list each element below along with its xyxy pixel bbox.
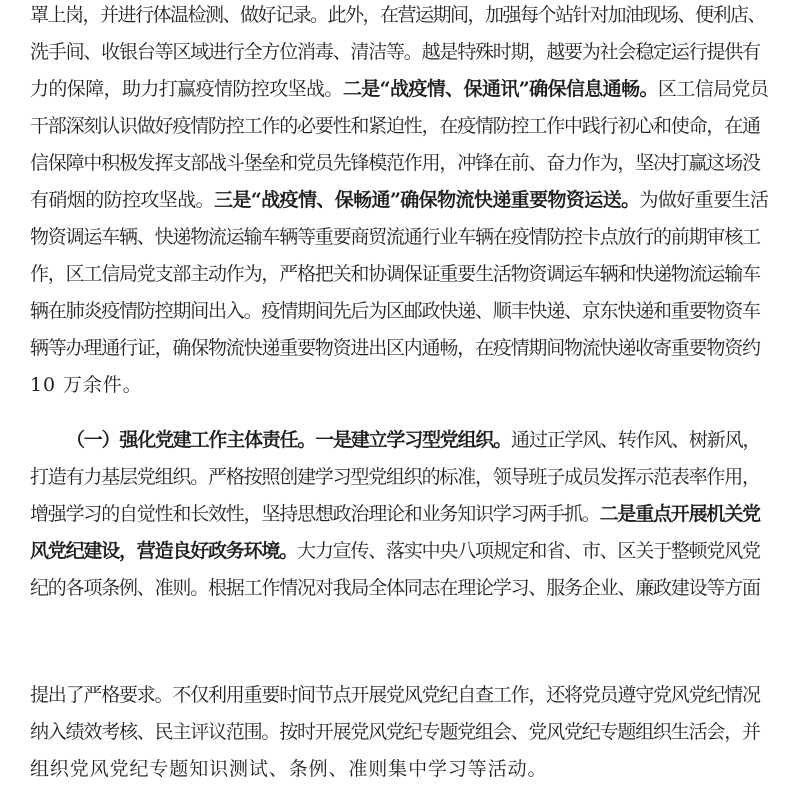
text-run: 纪的各项条例、准则。根据工作情况对我局全体同志在理论学习、服务企业、廉政建设等方面 bbox=[30, 577, 760, 599]
text-run: 为做好重要生活 bbox=[639, 189, 769, 211]
text-line bbox=[30, 719, 760, 745]
text-line bbox=[30, 39, 760, 65]
text-run: 信保障中积极发挥支部战斗堡垒和党员先锋模范作用，冲锋在前、奋力作为，坚决打赢这场没 bbox=[30, 152, 760, 174]
text-line bbox=[30, 682, 760, 708]
bold-heading: 二是“战疫情、保通讯”确保信息通畅。 bbox=[342, 78, 658, 100]
text-run: 纳入绩效考核、民主评议范围。按时开展党风党纪专题党组会、党风党纪专题组织生活会，并 bbox=[30, 721, 760, 743]
text-line bbox=[30, 575, 760, 601]
text-line bbox=[30, 150, 760, 176]
text-run: 10 万余件。 bbox=[30, 374, 143, 396]
text-run: 作，区工信局党支部主动作为，严格把关和协调保证重要生活物资调运车辆和快递物流运输车 bbox=[30, 263, 760, 285]
text-line bbox=[30, 298, 760, 324]
text-line bbox=[30, 113, 760, 139]
text-run: 大力宣传、落实中央八项规定和省、市、区关于整顿党风党 bbox=[297, 540, 760, 562]
text-line bbox=[30, 756, 547, 782]
text-line bbox=[30, 538, 760, 564]
bold-heading: 三是“战疫情、保畅通”确保物流快递重要物资运送。 bbox=[214, 189, 640, 211]
section-heading: （一）强化党建工作主体责任。一是建立学习型党组织。 bbox=[66, 429, 512, 451]
bold-heading: 二是重点开展机关党 bbox=[599, 503, 760, 525]
text-line bbox=[30, 76, 768, 102]
text-line bbox=[30, 464, 760, 490]
text-run: 通过正学风、转作风、树新风， bbox=[511, 429, 761, 451]
text-run: 组织党风党纪专题知识测试、条例、准则集中学习等活动。 bbox=[30, 758, 548, 780]
text-run: 罩上岗，并进行体温检测、做好记录。此外，在营运期间，加强每个站针对加油现场、便利店、 bbox=[30, 4, 766, 26]
text-run: 区工信局党员 bbox=[657, 78, 769, 100]
text-line bbox=[30, 335, 760, 361]
text-run: 提出了严格要求。不仅利用重要时间节点开展党风党纪自查工作，还将党员遵守党风党纪情况 bbox=[30, 684, 760, 706]
bold-heading: 风党纪建设，营造良好政务环境。 bbox=[30, 540, 298, 562]
text-run: 物资调运车辆、快递物流运输车辆等重要商贸流通行业车辆在疫情防控卡点放行的前期审核工 bbox=[30, 226, 760, 248]
text-run: 增强学习的自觉性和长效性，坚持思想政治理论和业务知识学习两手抓。 bbox=[30, 503, 600, 525]
text-line bbox=[30, 501, 760, 527]
text-run: 有硝烟的防控攻坚战。 bbox=[30, 189, 215, 211]
text-run: 辆等办理通行证，确保物流快递重要物资进出区内通畅，在疫情期间物流快递收寄重要物资约 bbox=[30, 337, 760, 359]
text-line bbox=[30, 261, 760, 287]
text-line bbox=[30, 2, 765, 28]
text-line bbox=[66, 427, 760, 453]
text-run: 打造有力基层党组织。严格按照创建学习型党组织的标准，领导班子成员发挥示范表率作用， bbox=[30, 466, 760, 488]
text-run: 辆在肺炎疫情防控期间出入。疫情期间先后为区邮政快递、顺丰快递、京东快递和重要物资车 bbox=[30, 300, 760, 322]
text-line bbox=[30, 187, 768, 213]
text-run: 干部深刻认识做好疫情防控工作的必要性和紧迫性，在疫情防控工作中践行初心和使命，在通 bbox=[30, 115, 760, 137]
text-run: 洗手间、收银台等区域进行全方位消毒、清洁等。越是特殊时期，越要为社会稳定运行提供有 bbox=[30, 41, 760, 63]
text-run: 力的保障，助力打赢疫情防控攻坚战。 bbox=[30, 78, 343, 100]
text-line bbox=[30, 224, 760, 250]
text-line bbox=[30, 372, 143, 398]
